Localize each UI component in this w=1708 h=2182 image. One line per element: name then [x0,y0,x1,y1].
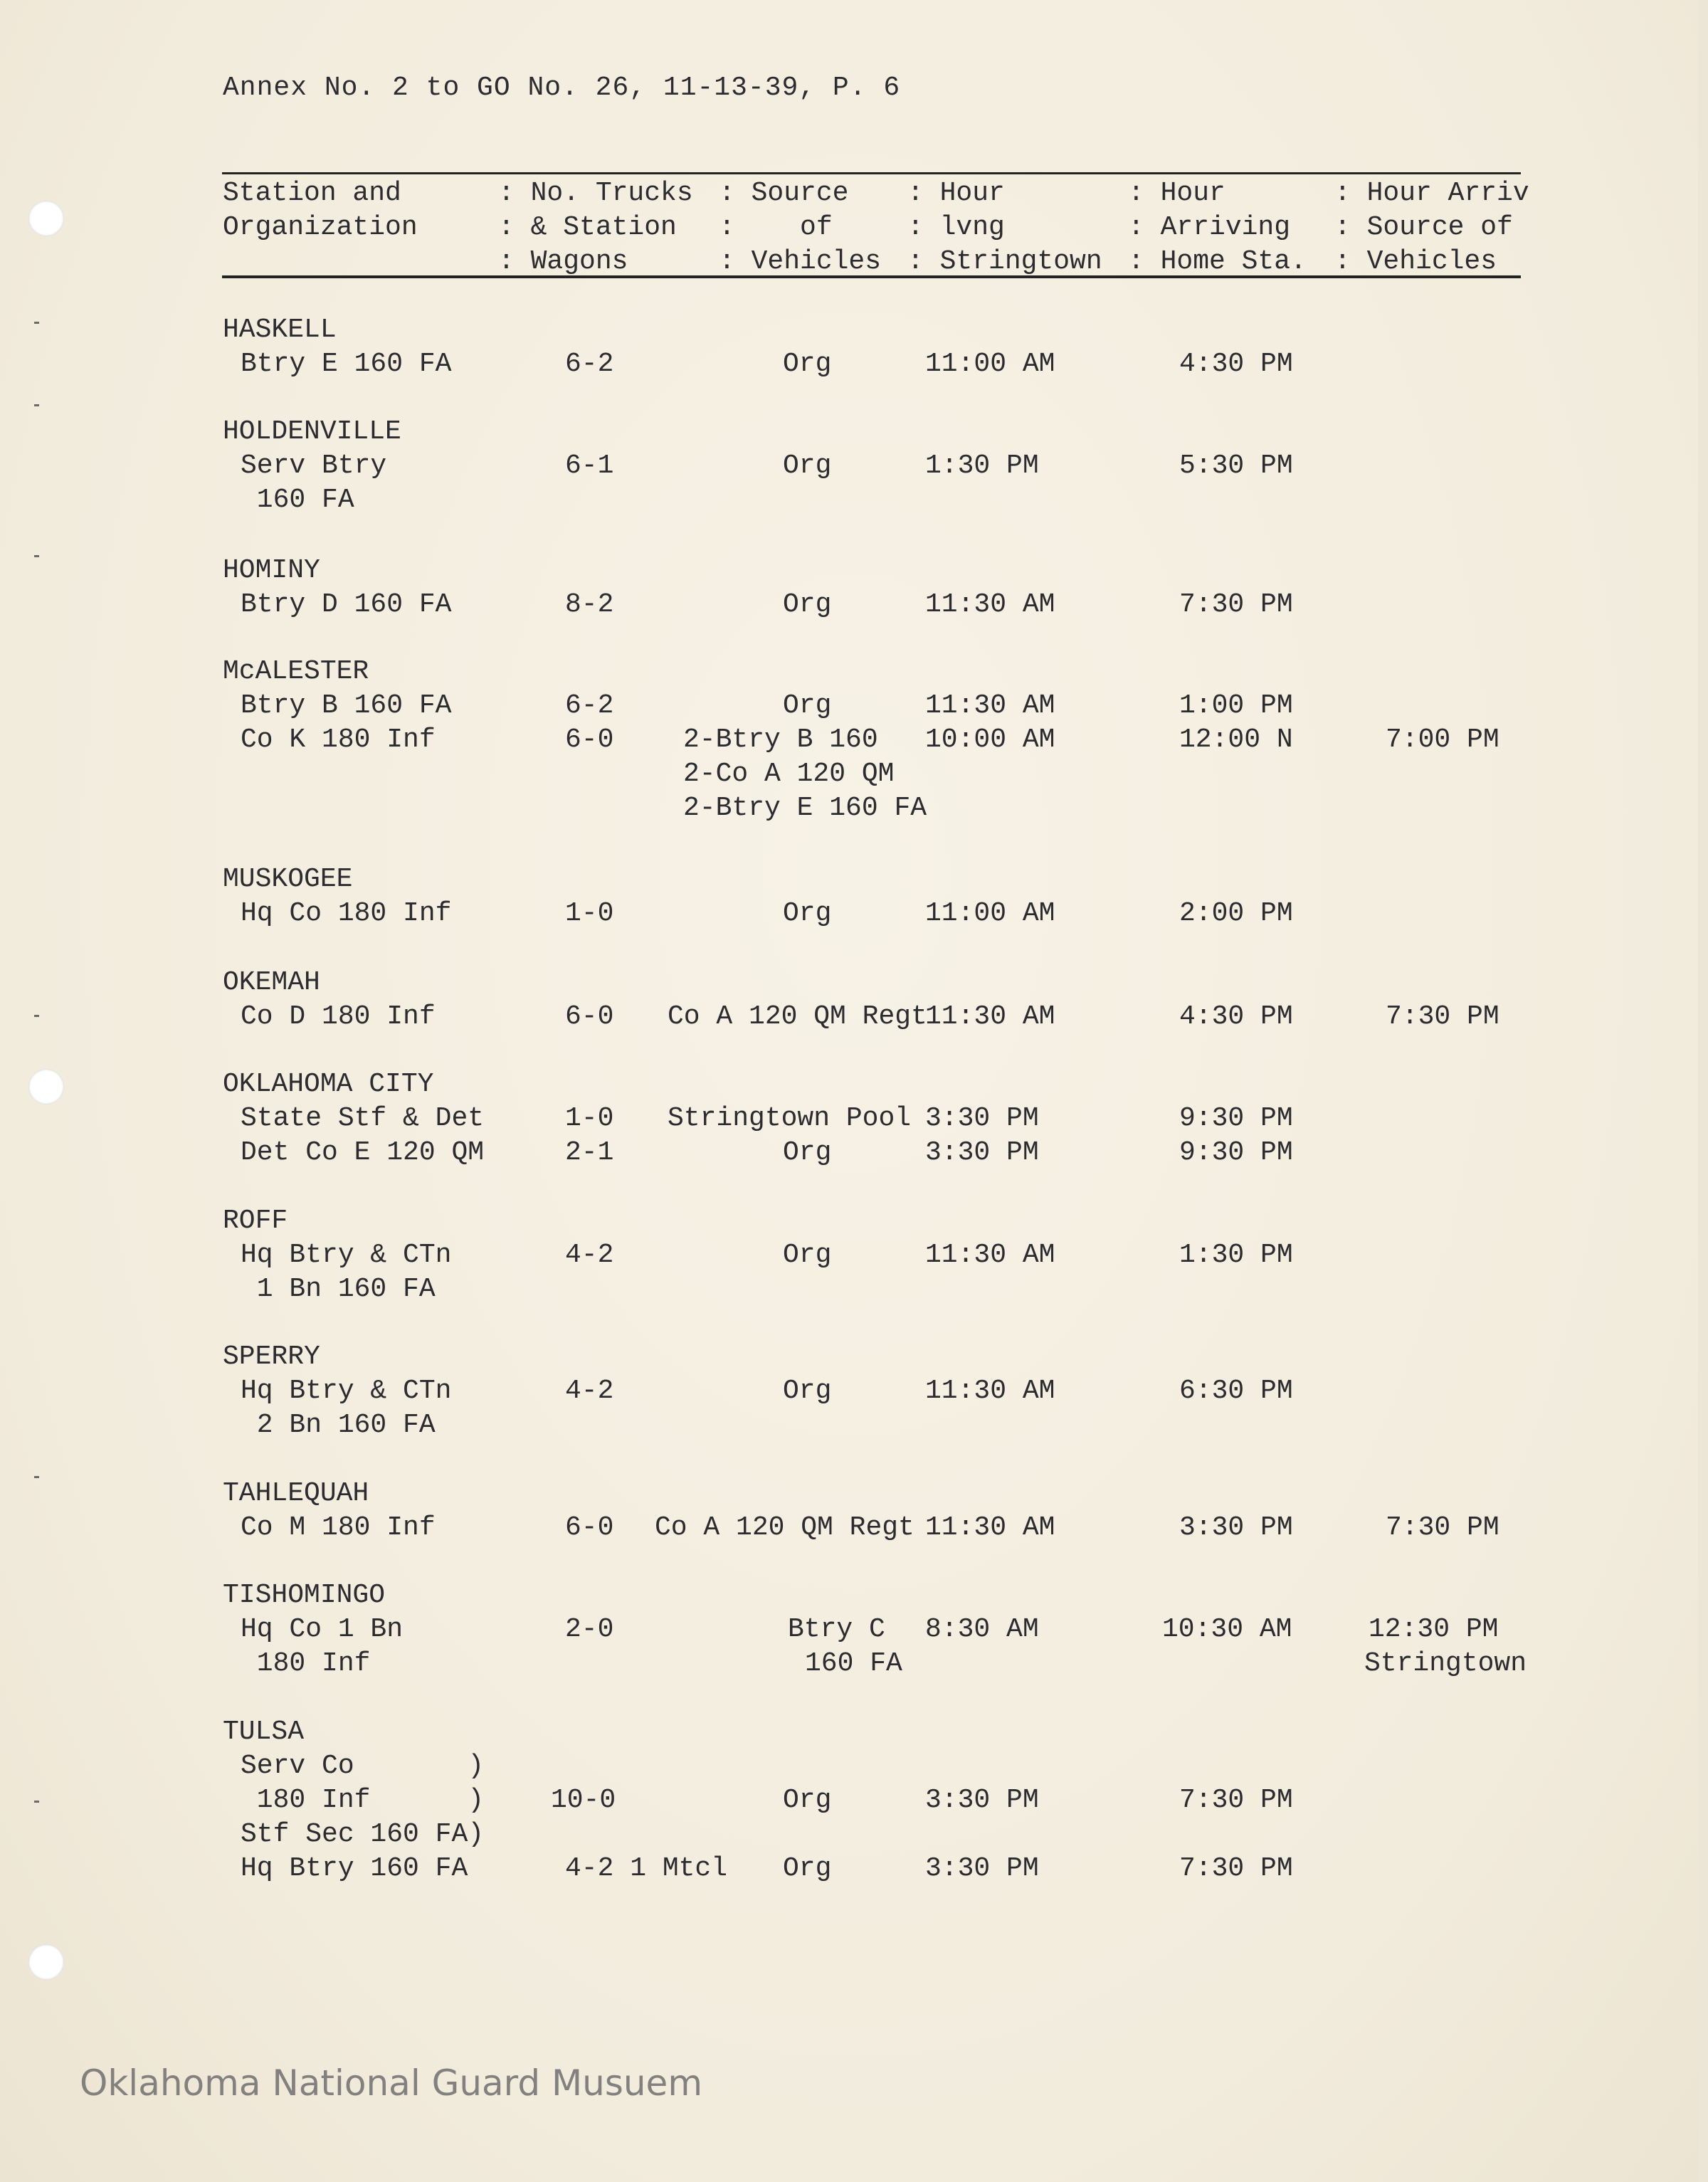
departure-time-cell: 11:30 AM [925,1376,1055,1406]
column-header-line: : Hour Arriv [1334,178,1529,209]
vehicle-source-cell: Org [783,1240,832,1270]
column-header-line: : Vehicles [719,246,882,277]
column-header-line: : No. Trucks [498,178,693,209]
column-header-line: Station and [223,178,401,209]
home-arrival-cell: 1:00 PM [1179,690,1293,721]
organization-cell: Det Co E 120 QM [241,1137,485,1168]
departure-time-cell: 3:30 PM [925,1853,1039,1884]
column-header-line: : Hour [907,178,1005,209]
organization-cell: 180 Inf ) [241,1785,485,1815]
station-name: ROFF [223,1206,288,1236]
station-name: TISHOMINGO [223,1580,386,1611]
margin-mark [34,1801,39,1803]
trucks-wagons-cell: 1-0 [565,898,614,929]
station-name: SPERRY [223,1342,320,1372]
organization-cell: Btry D 160 FA [241,589,452,620]
organization-cell: Hq Btry & CTn [241,1240,452,1270]
vehicle-source-cell: Co A 120 QM Regt [655,1512,914,1543]
column-header-line: : Arriving [1128,212,1291,243]
home-arrival-cell: 9:30 PM [1179,1103,1293,1134]
organization-cell: 160 FA [241,485,354,515]
column-header-line: Organization [223,212,418,243]
trucks-wagons-cell: 4-2 [565,1240,614,1270]
station-name: HOMINY [223,555,320,586]
organization-cell: Co D 180 Inf [241,1001,436,1032]
header-top-rule [222,172,1521,174]
home-arrival-cell: 5:30 PM [1179,450,1293,481]
trucks-wagons-cell: 1-0 [565,1103,614,1134]
vehicle-source-cell: 2-Co A 120 QM [683,759,895,789]
home-arrival-cell: 12:00 N [1179,724,1293,755]
column-header-line: : of [719,212,833,243]
column-header-line: : Hour [1128,178,1225,209]
vehicle-source-cell: 160 FA [805,1648,902,1679]
paper-edge [1698,0,1708,2182]
vehicle-source-cell: Org [783,1137,832,1168]
vehicle-source-cell: Org [783,589,832,620]
margin-mark [34,1476,39,1478]
departure-time-cell: 11:30 AM [925,1001,1055,1032]
organization-cell: Serv Co ) [241,1751,485,1781]
station-name: McALESTER [223,656,369,687]
organization-cell: Hq Co 1 Bn [241,1614,404,1645]
organization-cell: Btry E 160 FA [241,349,452,379]
station-name: HASKELL [223,315,337,345]
punch-hole [28,1944,64,1980]
departure-time-cell: 3:30 PM [925,1785,1039,1815]
column-header-line: : Source of [1334,212,1513,243]
departure-time-cell: 11:30 AM [925,690,1055,721]
annex-heading: Annex No. 2 to GO No. 26, 11-13-39, P. 6 [223,73,901,103]
departure-time-cell: 10:00 AM [925,724,1055,755]
trucks-wagons-cell: 2-0 [565,1614,614,1645]
vehicle-source-cell: Stringtown Pool [668,1103,912,1134]
departure-time-cell: 8:30 AM [925,1614,1039,1645]
home-arrival-cell: 1:30 PM [1179,1240,1293,1270]
trucks-wagons-cell: 6-0 [565,1001,614,1032]
station-name: HOLDENVILLE [223,416,401,447]
organization-cell: Co M 180 Inf [241,1512,436,1543]
vehicle-source-cell: Org [783,450,832,481]
museum-watermark: Oklahoma National Guard Musuem [80,2062,703,2104]
organization-cell: State Stf & Det [241,1103,485,1134]
station-name: OKLAHOMA CITY [223,1069,434,1100]
trucks-wagons-cell: 6-2 [565,690,614,721]
vehicle-source-arrival-cell: 7:30 PM [1386,1512,1499,1543]
trucks-wagons-cell: 2-1 [565,1137,614,1168]
vehicle-source-arrival-cell: 7:30 PM [1386,1001,1499,1032]
trucks-wagons-cell: 8-2 [565,589,614,620]
column-header-line: : Vehicles [1334,246,1497,277]
organization-cell: 1 Bn 160 FA [241,1274,436,1305]
departure-time-cell: 11:30 AM [925,589,1055,620]
departure-time-cell: 11:00 AM [925,349,1055,379]
organization-cell: Hq Btry 160 FA [241,1853,468,1884]
margin-mark [34,555,39,557]
organization-cell: Hq Btry & CTn [241,1376,452,1406]
margin-mark [34,404,39,406]
station-name: MUSKOGEE [223,864,353,895]
home-arrival-cell: 9:30 PM [1179,1137,1293,1168]
home-arrival-cell: 4:30 PM [1179,1001,1293,1032]
column-header-line: : Source [719,178,849,209]
column-header-line: : Home Sta. [1128,246,1307,277]
trucks-wagons-cell: 4-2 1 Mtcl [565,1853,728,1884]
organization-cell: Co K 180 Inf [241,724,436,755]
vehicle-source-cell: Org [783,690,832,721]
column-header-line: : Wagons [498,246,628,277]
column-header-line: : Stringtown [907,246,1102,277]
departure-time-cell: 11:00 AM [925,898,1055,929]
margin-mark [34,322,39,324]
home-arrival-cell: 7:30 PM [1179,1785,1293,1815]
organization-cell: Btry B 160 FA [241,690,452,721]
column-header-line: : & Station [498,212,677,243]
organization-cell: 2 Bn 160 FA [241,1410,436,1440]
vehicle-source-cell: Co A 120 QM Regt [668,1001,927,1032]
trucks-wagons-cell: 6-0 [565,724,614,755]
departure-time-cell: 3:30 PM [925,1137,1039,1168]
departure-time-cell: 11:30 AM [925,1512,1055,1543]
trucks-wagons-cell: 6-0 [565,1512,614,1543]
trucks-wagons-cell: 6-1 [565,450,614,481]
home-arrival-cell: 10:30 AM [1162,1614,1292,1645]
column-header-line: : lvng [907,212,1005,243]
station-name: TULSA [223,1717,305,1747]
margin-mark [34,1015,39,1017]
organization-cell: Serv Btry [241,450,387,481]
vehicle-source-arrival-cell: Stringtown [1364,1648,1527,1679]
vehicle-source-cell: 2-Btry B 160 [683,724,878,755]
vehicle-source-cell: Org [783,349,832,379]
trucks-wagons-cell: 6-2 [565,349,614,379]
station-name: TAHLEQUAH [223,1478,369,1509]
punch-hole [28,1069,64,1105]
organization-cell: Hq Co 180 Inf [241,898,452,929]
departure-time-cell: 11:30 AM [925,1240,1055,1270]
home-arrival-cell: 6:30 PM [1179,1376,1293,1406]
home-arrival-cell: 7:30 PM [1179,589,1293,620]
departure-time-cell: 1:30 PM [925,450,1039,481]
home-arrival-cell: 7:30 PM [1179,1853,1293,1884]
home-arrival-cell: 3:30 PM [1179,1512,1293,1543]
vehicle-source-arrival-cell: 7:00 PM [1386,724,1499,755]
vehicle-source-cell: Org [783,1376,832,1406]
vehicle-source-cell: Org [783,1853,832,1884]
vehicle-source-cell: Org [783,1785,832,1815]
home-arrival-cell: 4:30 PM [1179,349,1293,379]
organization-cell: 180 Inf [241,1648,371,1679]
vehicle-source-cell: 2-Btry E 160 FA [683,793,927,823]
vehicle-source-cell: Org [783,898,832,929]
punch-hole [28,201,64,236]
departure-time-cell: 3:30 PM [925,1103,1039,1134]
vehicle-source-arrival-cell: 12:30 PM [1369,1614,1499,1645]
station-name: OKEMAH [223,967,320,998]
trucks-wagons-cell: 4-2 [565,1376,614,1406]
trucks-wagons-cell: 10-0 [551,1785,616,1815]
organization-cell: Stf Sec 160 FA) [241,1819,485,1850]
vehicle-source-cell: Btry C [788,1614,885,1645]
home-arrival-cell: 2:00 PM [1179,898,1293,929]
